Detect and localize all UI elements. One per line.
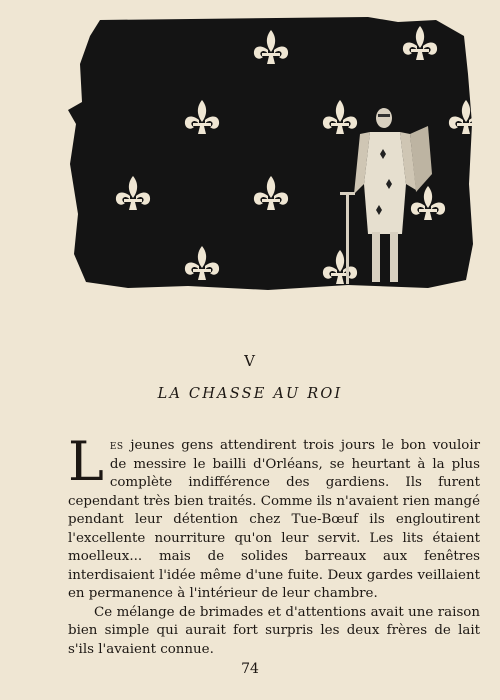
page-number: 74 (241, 661, 259, 677)
paragraph-1 (68, 430, 480, 604)
chapter-title: LA CHASSE AU ROI (157, 386, 343, 402)
drop-cap: L (68, 430, 104, 493)
fleur-de-lis-knight-illustration (68, 14, 476, 292)
paragraph-1-text: jeunes gens attendirent trois jours le bon vouloir de messire le bailli d'Orléans, se heurtant à la plus complète indifférence des gardiens. Ils furent cependant très bien traités. Comme ils n'avaient rien mangé pendant leur détention chez Tue-Bœuf ils engloutirent l'excellente nourriture qu'on leur servit. Les lits étaient moelleux... mais de solides barreaux aux fenêtres interdisaient l'idée même d'une fuite. Deux gardes veillaient en permanence à l'intérieur de leur chambre. (68, 438, 480, 601)
chapter-body (68, 430, 480, 659)
paragraph-2: Ce mélange de brimades et d'attentions avait une raison bien simple qui aurait fort surpris les deux frères de lait s'ils l'avaient connue. (68, 604, 480, 657)
chapter-number: V (244, 352, 256, 370)
lead-word: es (109, 438, 124, 453)
